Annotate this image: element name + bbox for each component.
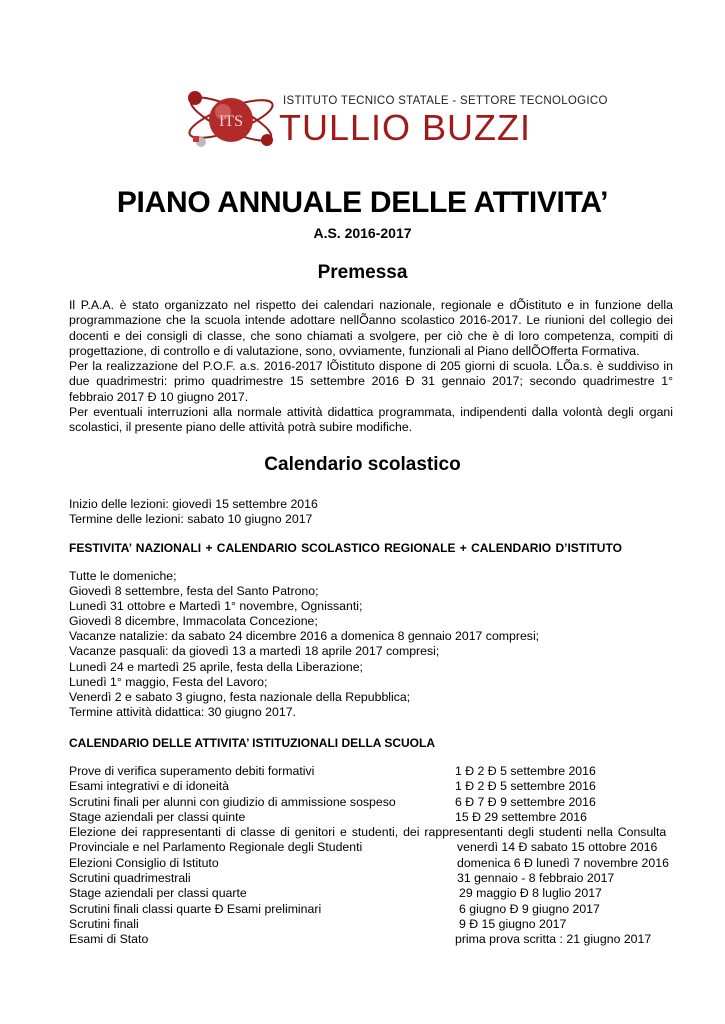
lesson-dates	[69, 497, 318, 527]
school-logo	[183, 84, 608, 154]
school-name: TULLIO BUZZI	[279, 107, 532, 148]
activity-date: domenica 6 Ð lunedì 7 novembre 2016	[457, 855, 669, 870]
activity-date: 6 Ð 7 Ð 9 settembre 2016	[455, 794, 596, 809]
activity-name: Scrutini quadrimestrali	[69, 871, 191, 886]
activity-date: 1 Ð 2 Ð 5 settembre 2016	[455, 779, 596, 794]
list-item: Vacanze pasquali: da giovedì 13 a martedì 18 aprile 2017 compresi;	[69, 644, 440, 659]
premessa-text	[69, 298, 673, 436]
list-item: Lunedì 1° maggio, Festa del Lavoro;	[69, 674, 268, 689]
svg-text:ITS: ITS	[219, 113, 243, 130]
list-item: Tutte le domeniche;	[69, 569, 177, 583]
activity-date: 1 Ð 2 Ð 5 settembre 2016	[455, 764, 596, 778]
lessons-end: Termine delle lezioni: sabato 10 giugno 2017	[69, 512, 313, 527]
school-year: A.S. 2016-2017	[313, 225, 412, 241]
table-row	[69, 795, 694, 810]
premessa-paragraph: Il P.A.A. è stato organizzato nel rispetto dei calendari nazionale, regionale e dÕistituto e in funzione della programmazione che la scuola intende adottare nellÕanno scolastico 2016-2017. Le riunioni del collegio dei docenti e dei consigli di classe, che sono chiamati a svolgere, per ciò che è di loro competenza, compiti di progettazione, di controllo e di valutazione, sono, ovviamente, funzionali al Piano dellÕOfferta Formativa.	[69, 298, 673, 358]
list-item: Giovedì 8 settembre, festa del Santo Patrono;	[69, 584, 319, 599]
calendario-heading: Calendario scolastico	[264, 454, 461, 475]
table-row	[69, 810, 694, 825]
activity-date: 15 Ð 29 settembre 2016	[455, 809, 587, 824]
table-row	[69, 825, 694, 840]
activity-name: Esami di Stato	[69, 932, 149, 947]
activity-name: Scrutini finali classi quarte Ð Esami preliminari	[69, 901, 322, 916]
premessa-paragraph: Per la realizzazione del P.O.F. a.s. 2016-2017 lÕistituto dispone di 205 giorni di scuola. LÕa.s. è suddiviso in due quadrimestri: primo quadrimestre 15 settembre 2016 Ð 31 gennaio 2017; secondo quadrimestre 1° febbraio 2017 Ð 10 giugno 2017.	[69, 359, 673, 404]
table-row	[69, 917, 694, 932]
premessa-paragraph: Per eventuali interruzioni alla normale attività didattica programmata, indipendenti dalla volontà degli organi scolastici, il presente piano delle attività potrà subire modifiche.	[69, 405, 673, 435]
its-emblem-icon	[183, 84, 279, 154]
activity-name: Elezione dei rappresentanti di classe di genitori e studenti, dei rappresentanti degli studenti nella Consulta	[69, 825, 667, 840]
activity-date: prima prova scritta : 21 giugno 2017	[455, 932, 652, 947]
attivita-heading: CALENDARIO DELLE ATTIVITA’ ISTITUZIONALI DELLA SCUOLA	[69, 736, 435, 750]
list-item: Giovedì 8 dicembre, Immacolata Concezione;	[69, 614, 318, 629]
activity-name: Scrutini finali per alunni con giudizio di ammissione sospeso	[69, 794, 396, 809]
activity-date: 29 maggio Ð 8 luglio 2017	[459, 886, 602, 901]
activity-date: venerdì 14 Ð sabato 15 ottobre 2016	[457, 840, 658, 855]
festivita-header: FESTIVITA’ NAZIONALI + CALENDARIO SCOLASTICO REGIONALE + CALENDARIO D’ISTITUTO	[69, 541, 622, 555]
list-item: Lunedì 24 e martedì 25 aprile, festa della Liberazione;	[69, 659, 363, 674]
table-row	[69, 779, 694, 794]
activity-name: Scrutini finali	[69, 916, 139, 931]
activity-name: Provinciale e nel Parlamento Regionale degli Studenti	[69, 840, 363, 855]
activity-name: Esami integrativi e di idoneità	[69, 779, 229, 794]
table-row	[69, 871, 694, 886]
list-item: Termine attività didattica: 30 giugno 2017.	[69, 704, 296, 719]
activity-date: 6 giugno Ð 9 giugno 2017	[459, 901, 600, 916]
institute-type: ISTITUTO TECNICO STATALE - SETTORE TECNOLOGICO	[283, 95, 608, 107]
table-row	[69, 856, 694, 871]
activity-date: 9 Ð 15 giugno 2017	[459, 916, 567, 931]
list-item: Vacanze natalizie: da sabato 24 dicembre 2016 a domenica 8 gennaio 2017 compresi;	[69, 629, 540, 644]
premessa-heading: Premessa	[317, 262, 408, 283]
activity-name: Elezioni Consiglio di Istituto	[69, 855, 219, 870]
list-item: Venerdì 2 e sabato 3 giugno, festa nazionale della Repubblica;	[69, 689, 411, 704]
holiday-list	[69, 569, 539, 720]
table-row	[69, 932, 694, 947]
activity-name: Prove di verifica superamento debiti formativi	[69, 764, 315, 778]
lessons-start: Inizio delle lezioni: giovedì 15 settembre 2016	[69, 497, 318, 511]
activity-name: Stage aziendali per classi quarte	[69, 886, 247, 901]
attivita-table	[69, 764, 694, 948]
list-item: Lunedì 31 ottobre e Martedì 1° novembre, Ognissanti;	[69, 599, 363, 614]
page-title: PIANO ANNUALE DELLE ATTIVITA’	[116, 186, 609, 219]
table-row	[69, 764, 694, 779]
table-row	[69, 902, 694, 917]
activity-date: 31 gennaio - 8 febbraio 2017	[457, 871, 615, 886]
activity-name: Stage aziendali per classi quinte	[69, 809, 246, 824]
table-row	[69, 886, 694, 901]
table-row	[69, 840, 694, 855]
